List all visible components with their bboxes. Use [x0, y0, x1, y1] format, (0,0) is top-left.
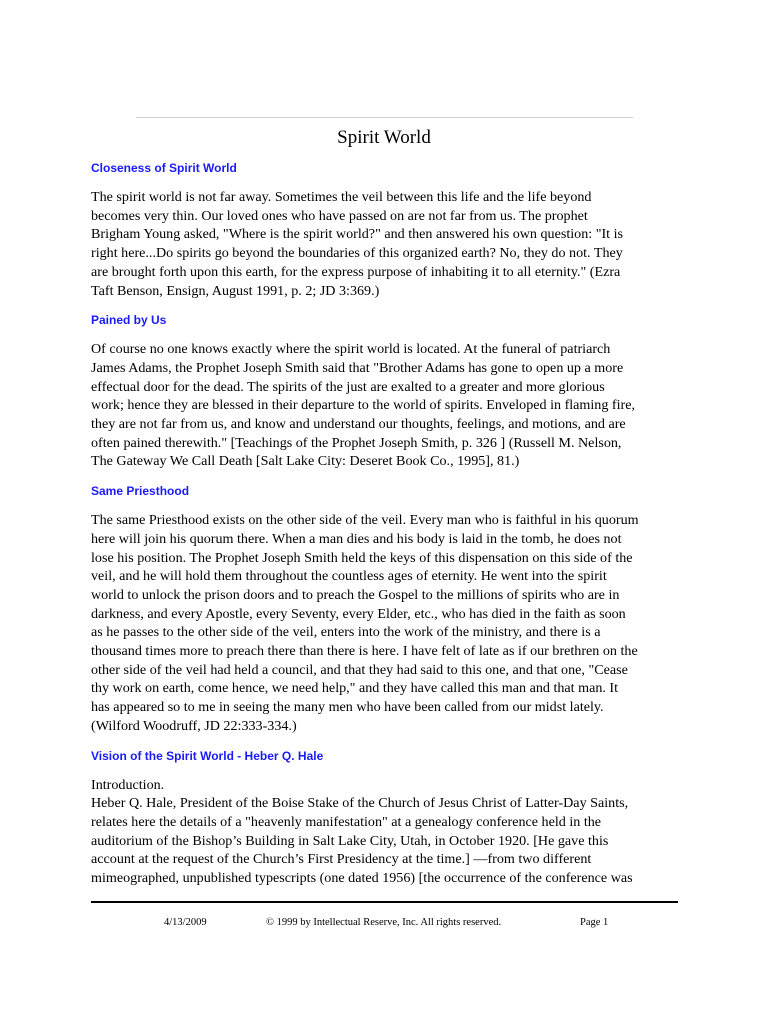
text-line: as he passes to the other side of the veil, enters into the work of the ministry, and there is a	[91, 624, 601, 641]
section-paragraph	[91, 776, 681, 888]
text-line: account at the request of the Church’s First Presidency at the time.] —from two different	[91, 851, 592, 868]
section-heading: Pained by Us	[91, 313, 167, 328]
section-paragraph	[91, 511, 681, 735]
text-line: other side of the veil had held a council, and that they had said to this one, and that one, "Cease	[91, 661, 628, 678]
text-line: becomes very thin. Our loved ones who have passed on are not far from us. The prophet	[91, 207, 588, 224]
text-line: often pained therewith." [Teachings of the Prophet Joseph Smith, p. 326 ] (Russell M. Nelson,	[91, 434, 622, 451]
text-line: world to unlock the prison doors and to preach the Gospel to the millions of spirits who are in	[91, 586, 620, 603]
text-line: (Wilford Woodruff, JD 22:333-334.)	[91, 717, 297, 734]
text-line: Taft Benson, Ensign, August 1991, p. 2; JD 3:369.)	[91, 282, 380, 299]
section-heading: Vision of the Spirit World - Heber Q. Hale	[91, 748, 324, 763]
section-paragraph	[91, 188, 681, 300]
text-line: Of course no one knows exactly where the spirit world is located. At the funeral of patriarch	[91, 341, 611, 358]
footer-copyright: © 1999 by Intellectual Reserve, Inc. All rights reserved.	[266, 917, 502, 928]
section-heading: Closeness of Spirit World	[91, 161, 237, 175]
section-same-priesthood	[91, 483, 681, 735]
section-heading: Same Priesthood	[91, 484, 190, 499]
text-line: The same Priesthood exists on the other side of the veil. Every man who is faithful in his quorum	[91, 512, 639, 529]
section-vision-heber-hale	[91, 748, 681, 888]
text-line: darkness, and every Apostle, every Seventy, every Elder, etc., who has died in the faith as soon	[91, 605, 626, 622]
text-line: has appeared so to me in seeing the many men who have been called from our midst lately.	[91, 699, 604, 716]
footer-divider	[91, 901, 678, 903]
section-closeness	[91, 160, 681, 300]
text-line: Brigham Young asked, "Where is the spirit world?" and then answered his own question: "It is	[91, 226, 623, 243]
text-line: thousand times more to preach there than there is here. I have felt of late as if our brethren on the	[91, 643, 638, 660]
text-line: lose his position. The Prophet Joseph Smith held the keys of this dispensation on this side of the	[91, 549, 633, 566]
text-line: work; hence they are blessed in their departure to the world of spirits. Enveloped in flaming fire,	[91, 397, 636, 414]
text-line: they are not far from us, and know and understand our thoughts, feelings, and motions, and are	[91, 416, 626, 433]
header-divider	[136, 117, 633, 118]
text-line: effectual door for the dead. The spirits of the just are exalted to a greater and more glorious	[91, 378, 605, 395]
text-line: are brought forth upon this earth, for the express purpose of inhabiting it to all eternity." (Ezra	[91, 263, 621, 280]
text-line: veil, and he will hold them throughout the countless ages of eternity. He went into the spirit	[91, 568, 607, 585]
text-line: The Gateway We Call Death [Salt Lake City: Deseret Book Co., 1995], 81.)	[91, 453, 520, 470]
footer-date: 4/13/2009	[164, 917, 207, 928]
text-line: here will join his quorum there. When a man dies and his body is laid in the tomb, he does not	[91, 530, 622, 547]
text-line: right here...Do spirits go beyond the boundaries of this organized earth? No, they do not. They	[91, 245, 623, 262]
page-title: Spirit World	[337, 127, 431, 148]
text-line: auditorium of the Bishop’s Building in Salt Lake City, Utah, in October 1920. [He gave this	[91, 832, 609, 849]
text-line: thy work on earth, come hence, we need help," and they have called this man and that man. It	[91, 680, 619, 697]
text-line: The spirit world is not far away. Sometimes the veil between this life and the life beyond	[91, 189, 592, 205]
text-line: Introduction.	[91, 776, 165, 793]
text-line: relates here the details of a "heavenly manifestation" at a genealogy conference held in the	[91, 813, 602, 830]
text-line: mimeographed, unpublished typescripts (one dated 1956) [the occurrence of the conference was	[91, 870, 633, 887]
text-line: James Adams, the Prophet Joseph Smith said that "Brother Adams has gone to open up a more	[91, 359, 624, 376]
footer-page-number: Page 1	[580, 917, 609, 928]
section-paragraph	[91, 340, 681, 471]
text-line: Heber Q. Hale, President of the Boise Stake of the Church of Jesus Christ of Latter-Day Saints,	[91, 795, 629, 812]
section-pained-by-us	[91, 312, 681, 471]
document-body	[91, 160, 681, 888]
